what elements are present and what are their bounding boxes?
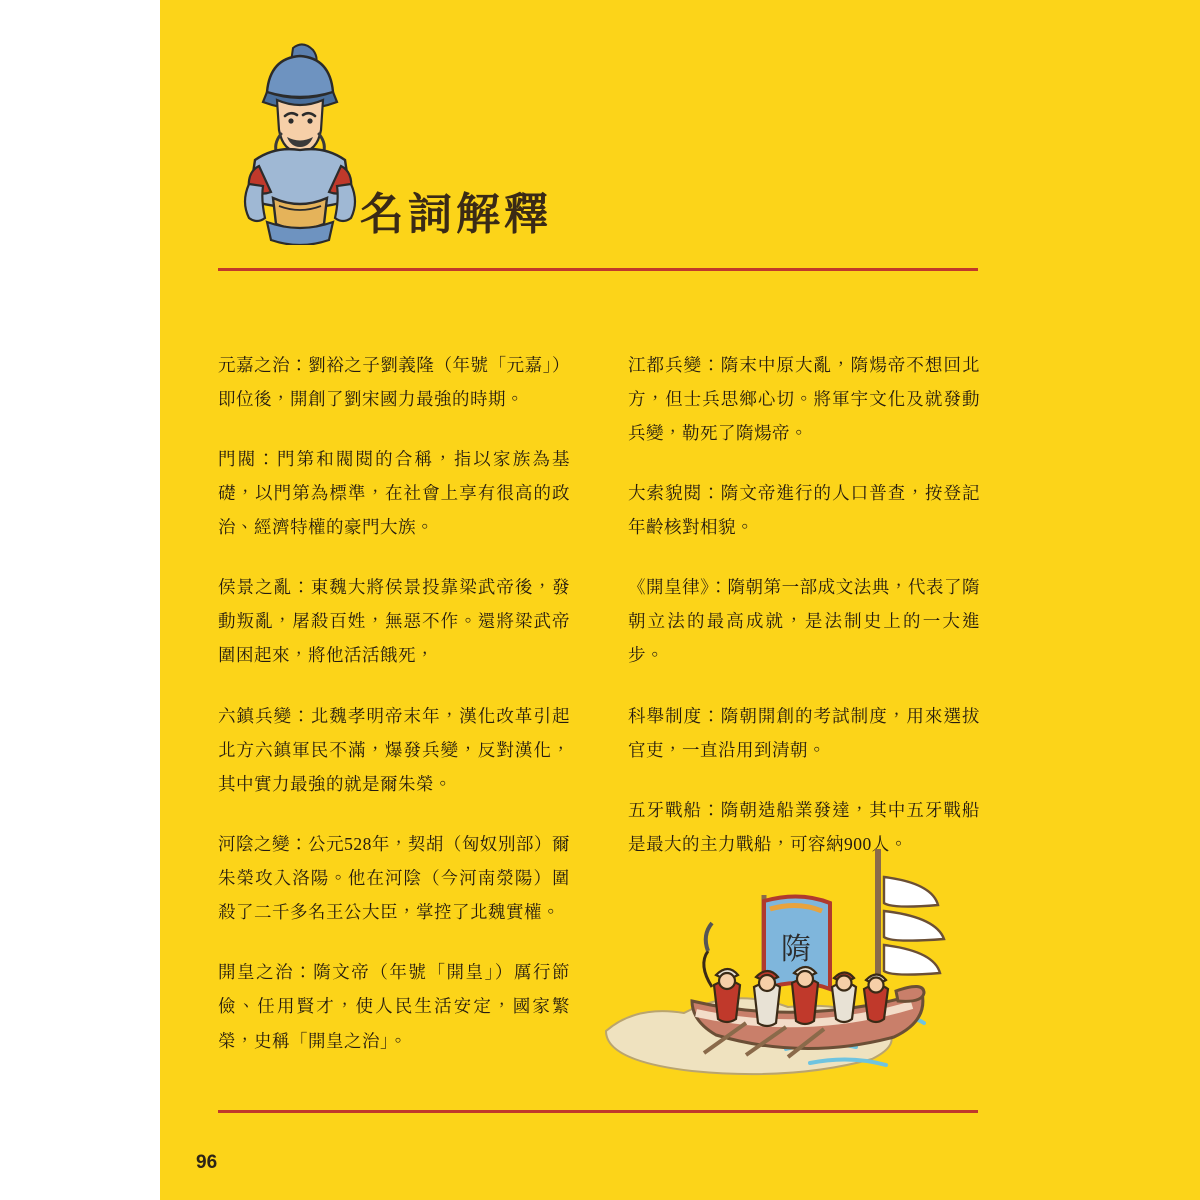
- divider-bottom: [218, 1110, 978, 1113]
- glossary-entry: 六鎮兵變：北魏孝明帝末年，漢化改革引起北方六鎮軍民不滿，爆發兵變，反對漢化，其中實力最強的就是爾朱榮。: [218, 705, 570, 794]
- page-header: [160, 0, 1200, 280]
- glossary-entry: 五牙戰船：隋朝造船業發達，其中五牙戰船是最大的主力戰船，可容納900人。: [628, 799, 980, 854]
- glossary-entry: 科舉制度：隋朝開創的考試制度，用來選拔官吏，一直沿用到清朝。: [628, 705, 980, 760]
- glossary-entry: 元嘉之治：劉裕之子劉義隆（年號「元嘉」）即位後，開創了劉宋國力最強的時期。: [218, 354, 570, 409]
- divider-top: [218, 268, 978, 271]
- glossary-entry: 大索貌閱：隋文帝進行的人口普查，按登記年齡核對相貌。: [628, 482, 980, 537]
- page-title: 名詞解釋: [360, 190, 552, 239]
- glossary-entry: 門閥：門第和閥閱的合稱，指以家族為基礎，以門第為標準，在社會上享有很高的政治、經濟特權的豪門大族。: [218, 448, 570, 537]
- five-toothed-warship-icon: [596, 835, 976, 1090]
- glossary-entry: 開皇之治：隋文帝（年號「開皇」）厲行節儉、任用賢才，使人民生活安定，國家繁榮，史稱「開皇之治」。: [218, 962, 570, 1051]
- glossary-entry: 《開皇律》：隋朝第一部成文法典，代表了隋朝立法的最高成就，是法制史上的一大進步。: [628, 577, 980, 666]
- glossary-entry: 江都兵變：隋末中原大亂，隋煬帝不想回北方，但士兵思鄉心切。將軍宇文化及就發動兵變，勒死了隋煬帝。: [628, 354, 980, 443]
- banner-char: 隋: [781, 933, 811, 966]
- glossary-entry: 侯景之亂：東魏大將侯景投靠梁武帝後，發動叛亂，屠殺百姓，無惡不作。還將梁武帝圍困起來，將他活活餓死，: [218, 577, 570, 666]
- glossary-entry: 河陰之變：公元528年，契胡（匈奴別部）爾朱榮攻入洛陽。他在河陰（今河南滎陽）圍殺了二千多名王公大臣，掌控了北魏實權。: [218, 833, 570, 923]
- glossary-column-left: [218, 330, 570, 1070]
- page-number: 96: [196, 1152, 218, 1173]
